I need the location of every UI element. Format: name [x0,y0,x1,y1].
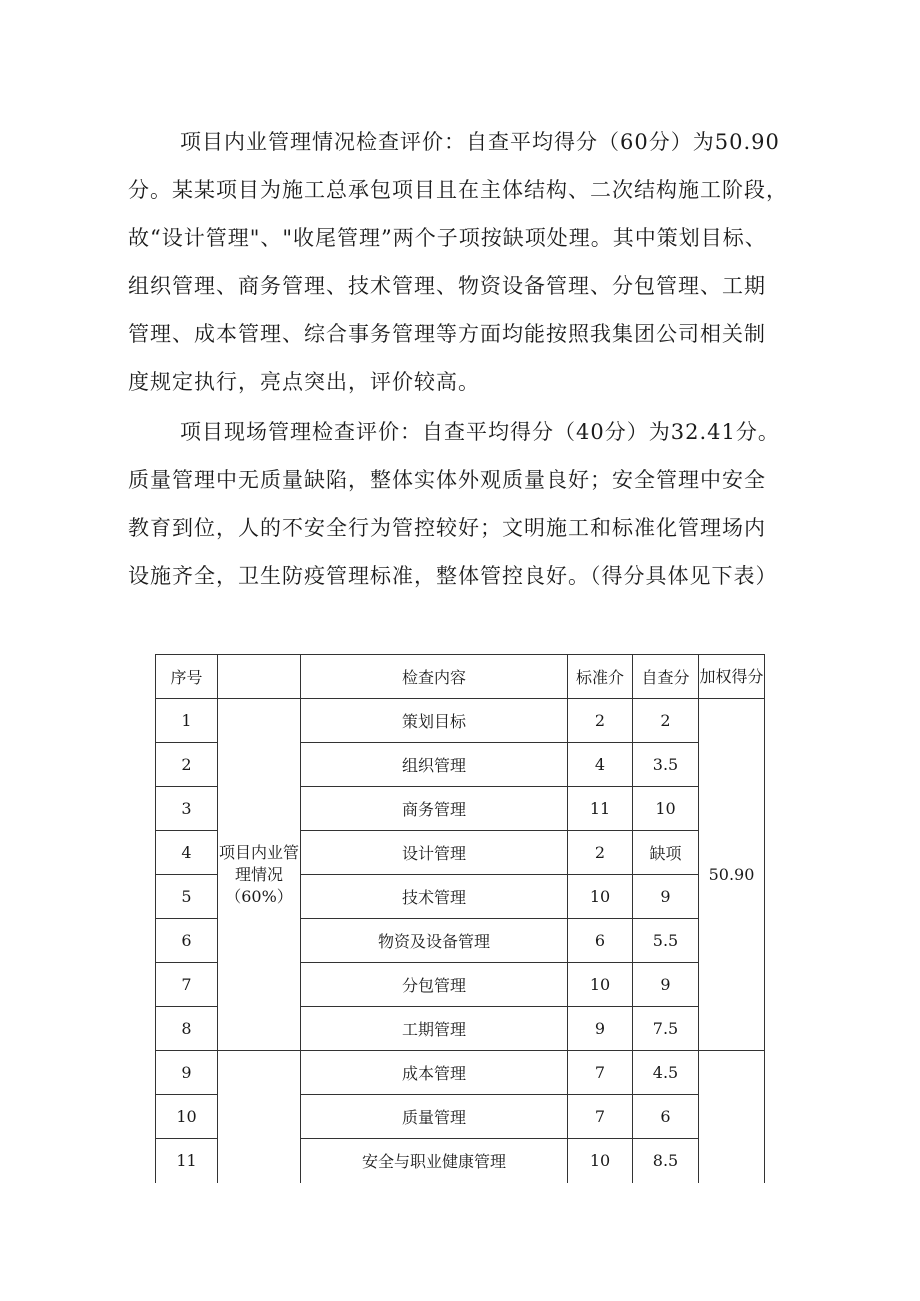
cell-standard: 10 [568,875,633,919]
cell-content: 工期管理 [301,1007,568,1051]
score-table [155,654,765,1183]
group-site-management [218,1051,301,1183]
cell-self-score: 2 [633,699,699,743]
cell-self-score: 10 [633,787,699,831]
paragraph-line: 项目内业管理情况检查评价：自查平均得分（60分）为50.90 [180,130,780,154]
paragraph-line: 质量管理中无质量缺陷，整体实体外观质量良好；安全管理中安全 [128,468,766,492]
cell-content: 质量管理 [301,1095,568,1139]
paragraph-line: 度规定执行，亮点突出，评价较高。 [128,370,480,394]
cell-seq: 2 [156,743,218,787]
group-internal-management: 项目内业管理情况（60%） [218,699,301,1051]
cell-self-score: 8.5 [633,1139,699,1183]
paragraph-line: 设施齐全，卫生防疫管理标准，整体管控良好。（得分具体见下表） [128,564,778,588]
cell-content: 成本管理 [301,1051,568,1095]
cell-standard: 2 [568,699,633,743]
paragraph-line: 教育到位，人的不安全行为管控较好；文明施工和标准化管理场内 [128,516,766,540]
paragraph-site-management [128,408,828,600]
cell-self-score: 7.5 [633,1007,699,1051]
cell-content: 组织管理 [301,743,568,787]
cell-seq: 11 [156,1139,218,1183]
cell-standard: 6 [568,919,633,963]
paragraph-internal-management [128,118,828,406]
table-row [156,699,765,743]
cell-self-score: 6 [633,1095,699,1139]
cell-seq: 3 [156,787,218,831]
cell-standard: 11 [568,787,633,831]
paragraph-line: 管理、成本管理、综合事务管理等方面均能按照我集团公司相关制 [128,322,766,346]
cell-seq: 6 [156,919,218,963]
cell-self-score: 4.5 [633,1051,699,1095]
header-weighted: 加权得分 [699,655,765,699]
cell-standard: 10 [568,1139,633,1183]
header-content: 检查内容 [301,655,568,699]
cell-standard: 9 [568,1007,633,1051]
paragraph-line: 分。某某项目为施工总承包项目且在主体结构、二次结构施工阶段， [128,178,788,202]
cell-standard: 4 [568,743,633,787]
group-site-weighted [699,1051,765,1183]
table-row [156,1051,765,1095]
group-internal-weighted: 50.90 [699,699,765,1051]
cell-content: 分包管理 [301,963,568,1007]
cell-self-score: 9 [633,875,699,919]
cell-seq: 10 [156,1095,218,1139]
cell-self-score: 9 [633,963,699,1007]
cell-seq: 4 [156,831,218,875]
cell-seq: 1 [156,699,218,743]
header-standard: 标准介 [568,655,633,699]
cell-content: 安全与职业健康管理 [301,1139,568,1183]
cell-seq: 5 [156,875,218,919]
header-category [218,655,301,699]
cell-content: 物资及设备管理 [301,919,568,963]
cell-standard: 7 [568,1095,633,1139]
cell-content: 技术管理 [301,875,568,919]
header-self-score: 自查分 [633,655,699,699]
cell-content: 商务管理 [301,787,568,831]
cell-content: 策划目标 [301,699,568,743]
paragraph-line: 组织管理、商务管理、技术管理、物资设备管理、分包管理、工期 [128,274,766,298]
cell-seq: 7 [156,963,218,1007]
header-seq: 序号 [156,655,218,699]
cell-self-score: 3.5 [633,743,699,787]
cell-content: 设计管理 [301,831,568,875]
paragraph-line: 故“设计管理"、"收尾管理”两个子项按缺项处理。其中策划目标、 [128,226,767,250]
cell-seq: 8 [156,1007,218,1051]
cell-self-score: 缺项 [633,831,699,875]
cell-standard: 7 [568,1051,633,1095]
cell-self-score: 5.5 [633,919,699,963]
cell-standard: 2 [568,831,633,875]
table-header-row [156,655,765,699]
cell-standard: 10 [568,963,633,1007]
paragraph-line: 项目现场管理检查评价：自查平均得分（40分）为32.41分。 [180,420,780,444]
cell-seq: 9 [156,1051,218,1095]
